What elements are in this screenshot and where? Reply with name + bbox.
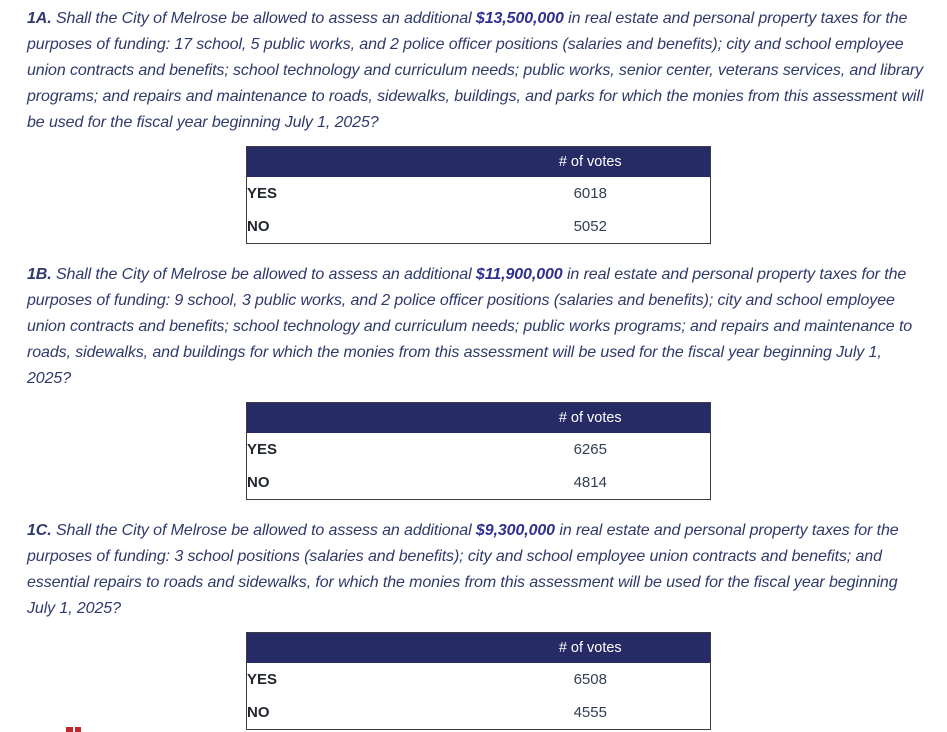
table-row-no	[247, 696, 711, 730]
no-label: NO	[247, 210, 471, 244]
no-label: NO	[247, 466, 471, 500]
votes-table-header-row	[247, 147, 711, 178]
question-body-pre-1b: Shall the City of Melrose be allowed to assess an additional	[55, 266, 472, 283]
question-number-1a: 1A.	[27, 10, 52, 27]
no-label: NO	[247, 696, 471, 730]
question-body-post-1a: in real estate and personal property taxes for the purposes of funding: 17 school, 5 public works, and 2 police officer positions (salaries and benefits); city and school employee union contracts and benefits; school technology and curriculum needs; public works, senior center, veterans services, and library programs; and repairs and maintenance to roads, sidewalks, buildings, and parks for which the monies from this assessment will be used for the fiscal year beginning July 1, 2025?	[27, 10, 924, 131]
votes-column-header: # of votes	[471, 403, 711, 434]
question-number-1c: 1C.	[27, 522, 52, 539]
question-amount-1a: $13,500,000	[475, 10, 564, 27]
question-block-1c	[27, 518, 927, 730]
votes-table-header-row	[247, 403, 711, 434]
yes-vote-count: 6508	[471, 663, 711, 696]
question-text-1c	[27, 518, 927, 622]
votes-table-1b	[246, 402, 711, 500]
votes-table-1a	[246, 146, 711, 244]
question-body-post-1c: in real estate and personal property taxes for the purposes of funding: 3 school positions (salaries and benefits); city and school employee union contracts and benefits; and essential repairs to roads and sidewalks, for which the monies from this assessment will be used for the fiscal year beginning July 1, 2025?	[27, 522, 899, 617]
votes-column-header: # of votes	[471, 147, 711, 178]
no-vote-count: 4814	[471, 466, 711, 500]
votes-table-header-empty-cell	[247, 633, 471, 664]
clipped-red-text-fragment	[75, 727, 81, 732]
votes-table-header-empty-cell	[247, 147, 471, 178]
table-row-no	[247, 210, 711, 244]
question-text-1b	[27, 262, 927, 392]
votes-table-header-row	[247, 633, 711, 664]
question-block-1a	[27, 6, 927, 244]
yes-vote-count: 6265	[471, 433, 711, 466]
question-amount-1b: $11,900,000	[475, 266, 563, 283]
votes-table-header-empty-cell	[247, 403, 471, 434]
votes-table-1c	[246, 632, 711, 730]
question-number-1b: 1B.	[27, 266, 52, 283]
no-vote-count: 4555	[471, 696, 711, 730]
table-row-no	[247, 466, 711, 500]
yes-label: YES	[247, 177, 471, 210]
question-body-pre-1c: Shall the City of Melrose be allowed to assess an additional	[55, 522, 472, 539]
question-body-post-1b: in real estate and personal property taxes for the purposes of funding: 9 school, 3 public works, and 2 police officer positions (salaries and benefits); city and school employee union contracts and benefits; school technology and curriculum needs; public works programs; and repairs and maintenance to roads, sidewalks, and buildings for which the monies from this assessment will be used for the fiscal year beginning July 1, 2025?	[27, 266, 913, 387]
yes-label: YES	[247, 433, 471, 466]
table-row-yes	[247, 663, 711, 696]
question-body-pre-1a: Shall the City of Melrose be allowed to assess an additional	[55, 10, 472, 27]
question-block-1b	[27, 262, 927, 500]
yes-label: YES	[247, 663, 471, 696]
table-row-yes	[247, 177, 711, 210]
votes-column-header: # of votes	[471, 633, 711, 664]
table-row-yes	[247, 433, 711, 466]
yes-vote-count: 6018	[471, 177, 711, 210]
question-text-1a	[27, 6, 927, 136]
clipped-red-text-fragment	[66, 727, 73, 732]
question-amount-1c: $9,300,000	[475, 522, 555, 539]
no-vote-count: 5052	[471, 210, 711, 244]
